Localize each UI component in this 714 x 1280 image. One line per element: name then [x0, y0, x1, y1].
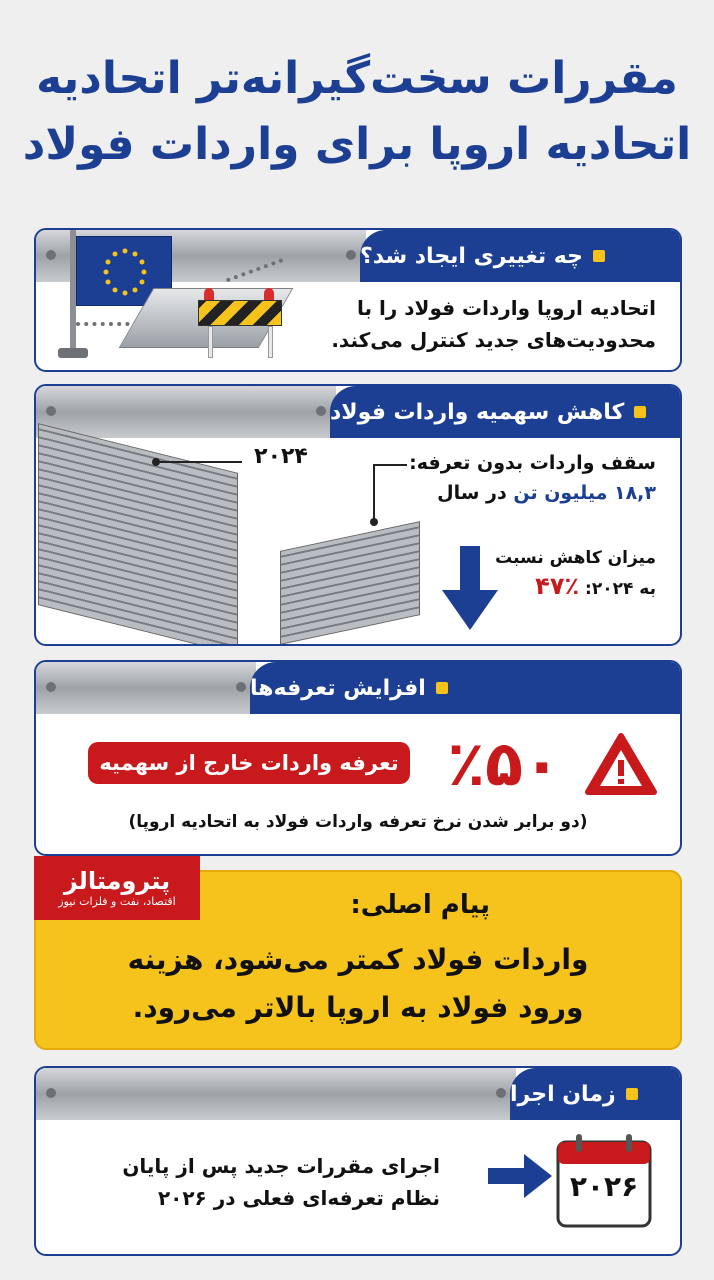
reduction-value: ٪۴۷ — [535, 572, 580, 600]
section-header — [36, 386, 680, 438]
reduction-info — [486, 544, 656, 603]
title-line-2: اتحادیه اروپا برای واردات فولاد — [22, 119, 692, 170]
section-tariff-increase — [34, 660, 682, 856]
steel-stack-icon — [280, 521, 420, 645]
steel-stack-icon — [38, 423, 238, 646]
section-implementation-time — [34, 1066, 682, 1256]
bullet-icon — [626, 1088, 638, 1100]
body-line-1: اتحادیه اروپا واردات فولاد را با — [356, 296, 656, 320]
barrier-lamp — [204, 288, 214, 300]
cap-info — [396, 448, 656, 508]
cap-row — [396, 478, 656, 508]
steel-bar-decoration — [36, 1068, 516, 1120]
year-label: ۲۰۲۴ — [254, 444, 308, 469]
section-quota-reduction — [34, 384, 682, 646]
cap-label: سقف واردات بدون تعرفه: — [409, 452, 656, 474]
warning-icon — [584, 732, 658, 796]
leader-line — [156, 461, 242, 463]
steel-bar-decoration — [36, 662, 256, 714]
barrier-leg — [268, 326, 273, 358]
section-header-bar — [360, 230, 680, 282]
bullet-icon — [436, 682, 448, 694]
section-header-bar — [510, 1068, 680, 1120]
cap-suffix: در سال — [437, 482, 507, 504]
calendar-icon — [556, 1132, 652, 1228]
section-what-changed — [34, 228, 682, 372]
barrier-leg — [208, 326, 213, 358]
cap-value: ۱۸,۳ میلیون تن — [513, 482, 656, 504]
section-header-bar — [250, 662, 680, 714]
flag-pole-base — [58, 348, 88, 358]
body-line-2: محدودیت‌های جدید کنترل می‌کند. — [331, 328, 656, 352]
section-title: زمان اجرا — [510, 1081, 616, 1107]
key-message-title: پیام اصلی: — [350, 890, 490, 920]
tariff-label-badge: تعرفه واردات خارج از سهمیه — [88, 742, 410, 784]
section-header — [36, 1068, 680, 1120]
section-header-bar — [330, 386, 680, 438]
section-title: افزایش تعرفه‌ها — [250, 675, 426, 701]
tariff-percentage: ٪۵۰ — [447, 727, 561, 800]
steel-bar-decoration — [36, 386, 336, 438]
key-message-line-1: واردات فولاد کمتر می‌شود، هزینه — [127, 943, 589, 976]
page-title — [20, 46, 694, 178]
key-message-body — [46, 936, 670, 1032]
right-arrow-icon — [488, 1152, 552, 1200]
reduction-prefix: به ۲۰۲۴: — [585, 579, 656, 599]
calendar-year: ۲۰۲۶ — [569, 1170, 639, 1203]
section-body — [60, 1150, 440, 1214]
logo-tagline: اقتصاد، نفت و فلزات نیوز — [58, 895, 176, 908]
reduction-row — [486, 572, 656, 603]
section-title: چه تغییری ایجاد شد؟ — [360, 243, 583, 269]
title-line-1: مقررات سخت‌گیرانه‌تر اتحادیه — [36, 53, 678, 104]
bullet-icon — [634, 406, 646, 418]
section-header — [36, 662, 680, 714]
key-message-line-2: ورود فولاد به اروپا بالاتر می‌رود. — [132, 991, 584, 1024]
bullet-icon — [593, 250, 605, 262]
leader-line — [373, 464, 375, 520]
barrier-lamp — [264, 288, 274, 300]
logo-name: پترومتالز — [63, 867, 171, 895]
petrometals-logo — [34, 856, 200, 920]
tariff-note: (دو برابر شدن نرخ تعرفه واردات فولاد به اتحادیه اروپا) — [128, 812, 588, 832]
body-line-2: نظام تعرفه‌ای فعلی در ۲۰۲۶ — [157, 1186, 440, 1210]
body-line-1: اجرای مقررات جدید پس از پایان — [122, 1154, 440, 1178]
section-body — [296, 292, 656, 356]
section-title: کاهش سهمیه واردات فولاد — [330, 399, 625, 425]
barrier-icon — [198, 300, 282, 326]
reduction-label: میزان کاهش نسبت — [495, 548, 656, 568]
